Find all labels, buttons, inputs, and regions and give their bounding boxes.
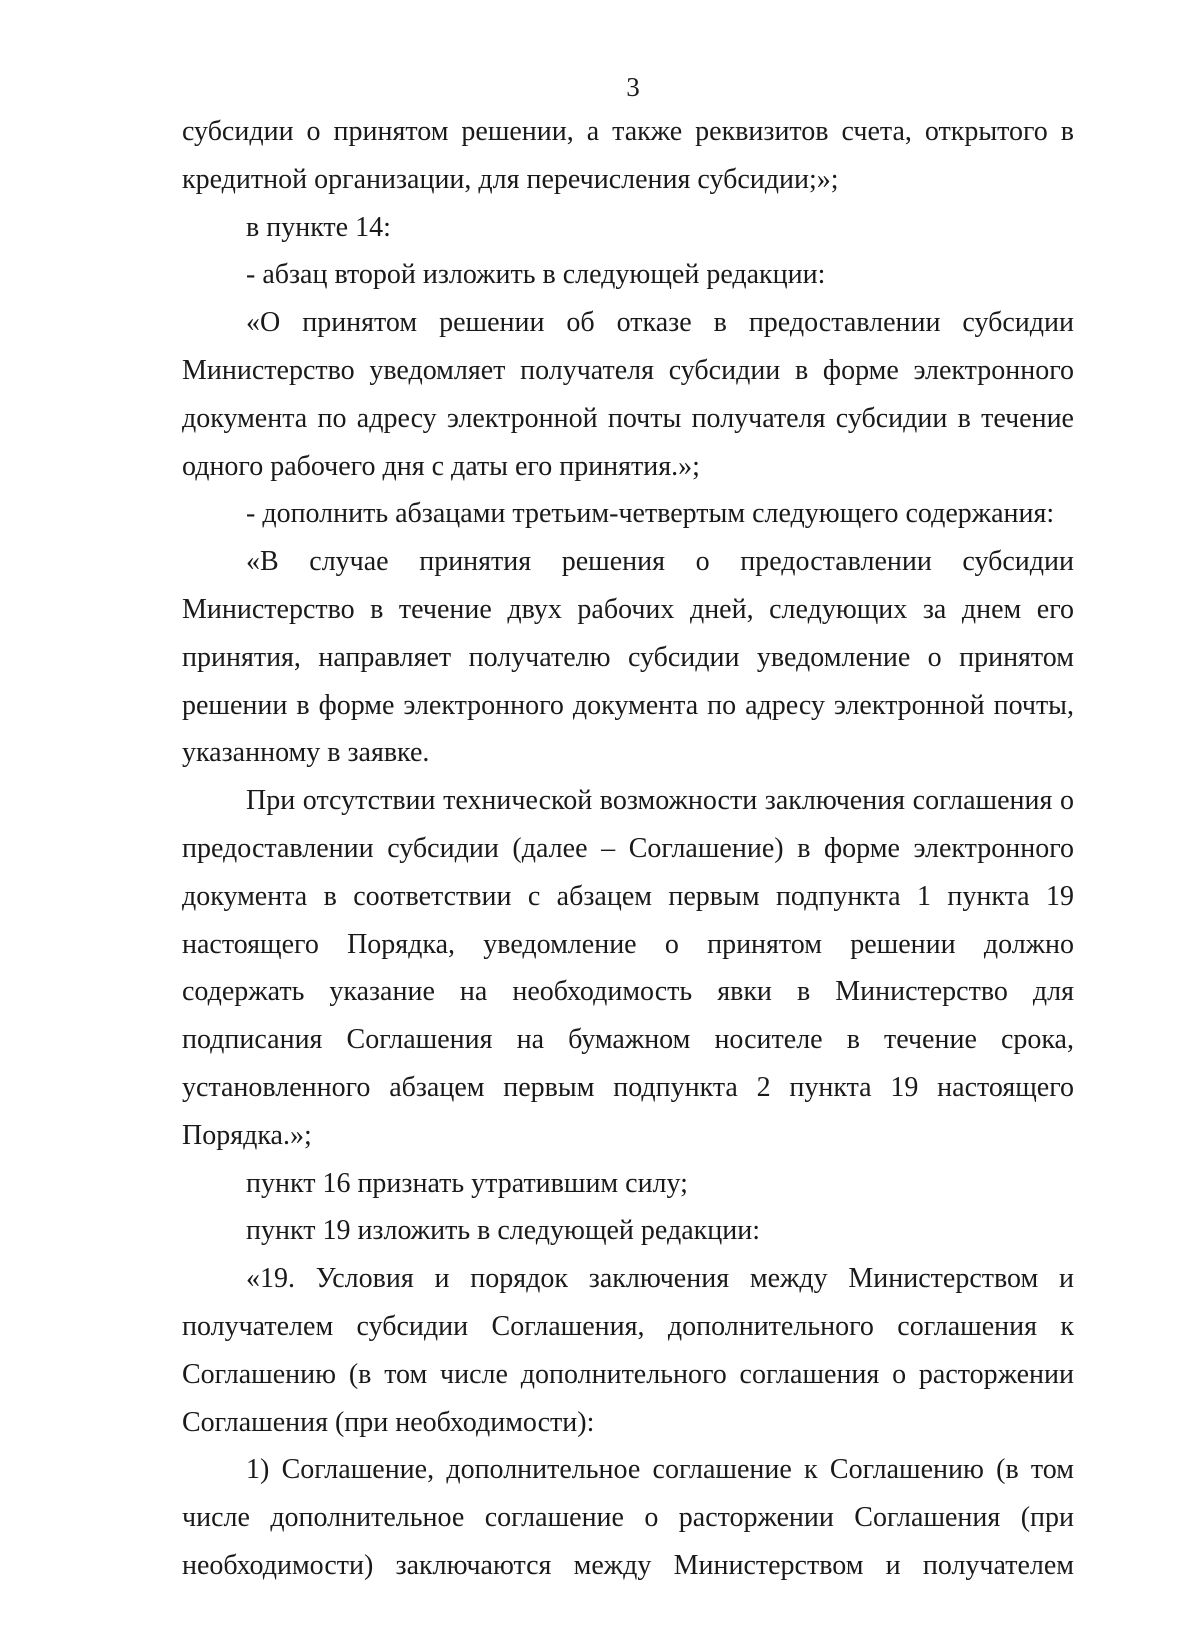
document-body	[182, 108, 1074, 1590]
paragraph: «19. Условия и порядок заключения между Министерством и получателем субсидии Соглашения, дополнительного соглашения к Соглашению (в том числе дополнительного соглашения о расторжении Соглашения (при необходимости):	[182, 1263, 1074, 1438]
paragraph: «О принятом решении об отказе в предоставлении субсидии Министерство уведомляет получателя субсидии в форме электронного документа по адресу электронной почты получателя субсидии в течение одного рабочего дня с даты его принятия.»;	[182, 307, 1074, 482]
paragraph: пункт 16 признать утратившим силу;	[246, 1167, 688, 1199]
paragraph: При отсутствии технической возможности заключения соглашения о предоставлении субсидии (далее – Соглашение) в форме электронного документа в соответствии с абзацем первым подпункта 1 пункта 19 настоящего Порядка, уведомление о принятом решении должно содержать указание на необходимость явки в Министерство для подписания Соглашения на бумажном носителе в течение срока, установленного абзацем первым подпункта 2 пункта 19 настоящего Порядка.»;	[182, 785, 1074, 1151]
paragraph: пункт 19 изложить в следующей редакции:	[246, 1215, 760, 1247]
paragraph: - абзац второй изложить в следующей редакции:	[246, 259, 826, 291]
paragraph: в пункте 14:	[246, 211, 391, 243]
page-number: 3	[626, 72, 640, 102]
paragraph: 1) Соглашение, дополнительное соглашение к Соглашению (в том числе дополнительное соглашение о расторжении Соглашения (при необходимости) заключаются между Министерством и получателем	[182, 1454, 1074, 1581]
paragraph: субсидии о принятом решении, а также реквизитов счета, открытого в кредитной организации, для перечисления субсидии;»;	[182, 116, 1074, 195]
paragraph: - дополнить абзацами третьим-четвертым следующего содержания:	[246, 498, 1055, 530]
paragraph: «В случае принятия решения о предоставлении субсидии Министерство в течение двух рабочих дней, следующих за днем его принятия, направляет получателю субсидии уведомление о принятом решении в форме электронного документа по адресу электронной почты, указанному в заявке.	[182, 546, 1074, 769]
